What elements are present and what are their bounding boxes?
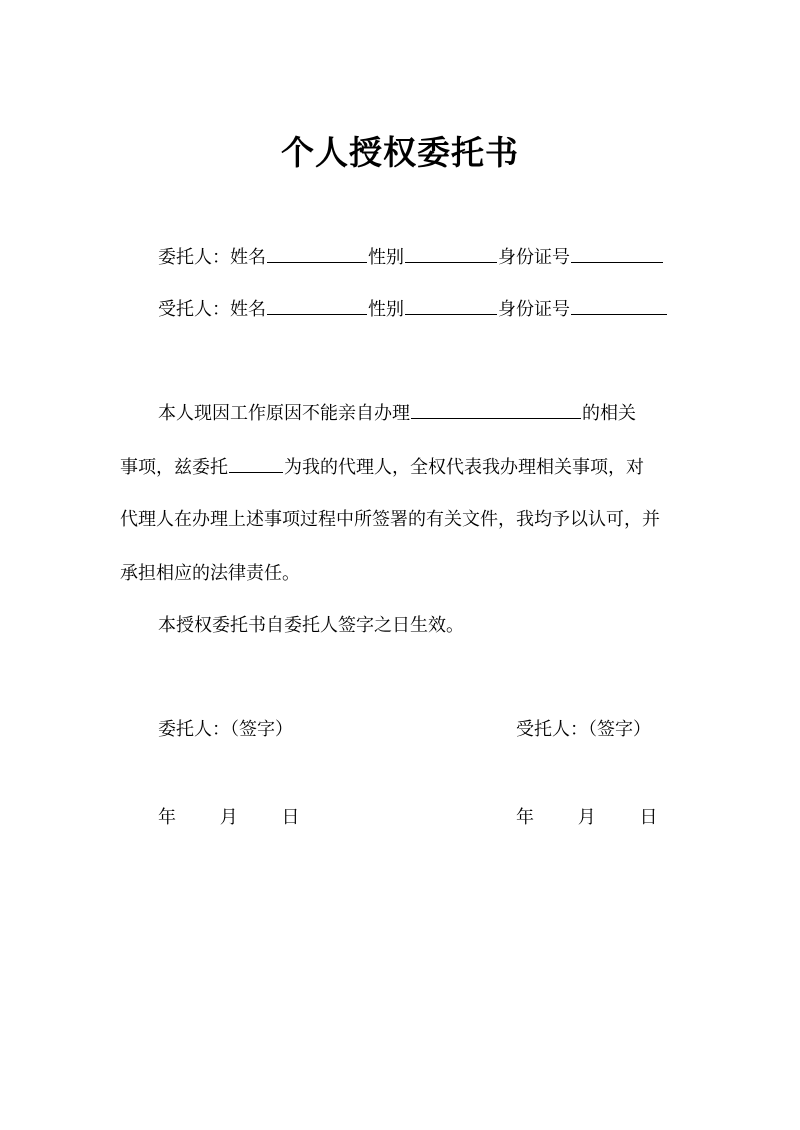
agent-info-line bbox=[158, 294, 668, 324]
principal-gender-label: 性别 bbox=[368, 247, 404, 268]
document-title: 个人授权委托书 bbox=[281, 133, 519, 172]
body-line-4: 承担相应的法律责任。 bbox=[120, 563, 300, 584]
principal-date-year: 年 bbox=[158, 807, 176, 828]
agent-date-month: 月 bbox=[577, 807, 596, 828]
principal-name-blank bbox=[267, 242, 367, 263]
body-text-2b: 为我的代理人，全权代表我办理相关事项，对 bbox=[284, 457, 644, 478]
principal-gender-blank bbox=[405, 242, 497, 263]
agent-id-label: 身份证号 bbox=[498, 299, 570, 320]
body-line-1 bbox=[158, 398, 636, 428]
agent-name-inline-blank bbox=[229, 452, 283, 473]
principal-name-label: 姓名 bbox=[230, 247, 266, 268]
body-line-2 bbox=[120, 452, 644, 482]
agent-gender-label: 性别 bbox=[368, 299, 404, 320]
body-line-3: 代理人在办理上述事项过程中所签署的有关文件，我均予以认可，并 bbox=[120, 509, 660, 530]
agent-signature-label: 受托人：（签字） bbox=[516, 719, 651, 740]
agent-name-label: 姓名 bbox=[230, 299, 266, 320]
principal-id-blank bbox=[571, 242, 663, 263]
agent-id-blank bbox=[571, 294, 667, 315]
matter-blank bbox=[411, 398, 581, 419]
body-text-1b: 的相关 bbox=[582, 403, 636, 424]
principal-date-day: 日 bbox=[281, 807, 300, 828]
body-text-1a: 本人现因工作原因不能亲自办理 bbox=[158, 403, 410, 424]
principal-date bbox=[158, 804, 299, 832]
agent-date-year: 年 bbox=[516, 807, 534, 828]
principal-date-month: 月 bbox=[219, 807, 238, 828]
agent-date bbox=[516, 804, 657, 832]
agent-gender-blank bbox=[405, 294, 497, 315]
body-text-2a: 事项，兹委托 bbox=[120, 457, 228, 478]
agent-date-day: 日 bbox=[639, 807, 658, 828]
effective-statement: 本授权委托书自委托人签字之日生效。 bbox=[158, 615, 464, 636]
principal-role-label: 委托人： bbox=[158, 247, 230, 268]
principal-id-label: 身份证号 bbox=[498, 247, 570, 268]
agent-role-label: 受托人： bbox=[158, 299, 230, 320]
agent-name-blank bbox=[267, 294, 367, 315]
principal-info-line bbox=[158, 242, 664, 272]
principal-signature-label: 委托人：（签字） bbox=[158, 719, 293, 740]
